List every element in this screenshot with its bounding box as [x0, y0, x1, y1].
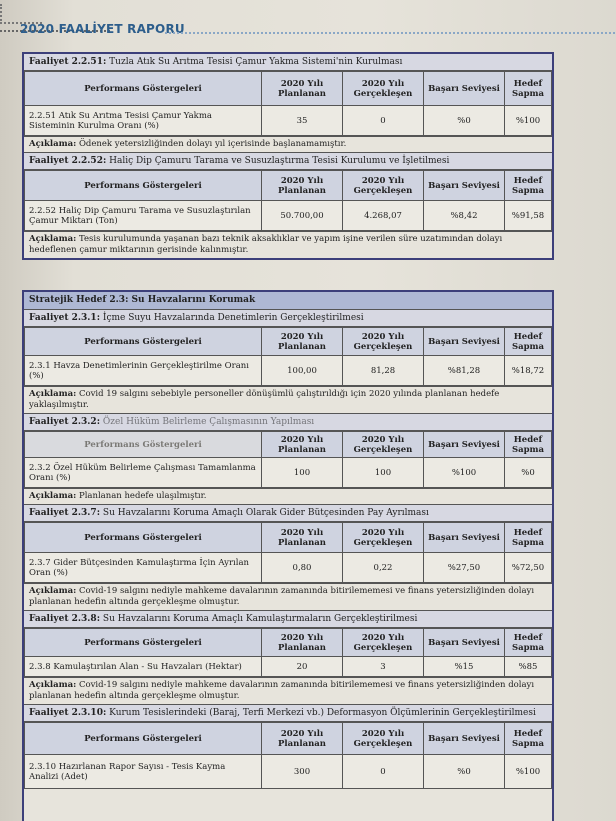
performance-table [24, 327, 552, 386]
col-success-header: Başarı Seviyesi [424, 72, 505, 106]
col-deviation-header: Hedef Sapma [505, 523, 552, 553]
col-actual-header: 2020 Yılı Gerçekleşen [343, 523, 424, 553]
deviation-cell: %18,72 [505, 356, 552, 386]
table-row [25, 106, 552, 136]
performance-table [24, 170, 552, 231]
activity-title: Özel Hüküm Belirleme Çalışmasının Yapılması [102, 417, 315, 427]
explanation-label: Açıklama: [29, 491, 77, 501]
table-row [25, 657, 552, 677]
explanation [24, 677, 552, 704]
indicator-cell: 2.3.8 Kamulaştırılan Alan - Su Havzaları (Hektar) [25, 657, 262, 677]
explanation [24, 583, 552, 610]
col-planned-header: 2020 Yılı Planlanan [262, 328, 343, 356]
explanation-text: Covid 19 salgını sebebiyle personeller dönüşümlü çalıştırıldığı için 2020 yılında planlanan hedefe yaklaşılmıştır. [29, 389, 500, 410]
success-cell: %15 [424, 657, 505, 677]
success-cell: %8,42 [424, 201, 505, 231]
activity-title: İçme Suyu Havzalarında Denetimlerin Gerçekleştirilmesi [102, 313, 364, 323]
col-actual-header: 2020 Yılı Gerçekleşen [343, 629, 424, 657]
actual-cell: 0 [343, 755, 424, 789]
col-indicator-header: Performans Göstergeleri [25, 723, 262, 755]
col-indicator-header: Performans Göstergeleri [25, 171, 262, 201]
col-planned-header: 2020 Yılı Planlanan [262, 723, 343, 755]
col-success-header: Başarı Seviyesi [424, 171, 505, 201]
col-deviation-header: Hedef Sapma [505, 629, 552, 657]
activity-code: Faaliyet 2.3.2: [29, 417, 101, 427]
explanation [24, 231, 552, 258]
col-indicator-header: Performans Göstergeleri [25, 328, 262, 356]
col-success-header: Başarı Seviyesi [424, 723, 505, 755]
activity-code: Faaliyet 2.2.51: [29, 57, 107, 67]
col-deviation-header: Hedef Sapma [505, 432, 552, 458]
explanation-label: Açıklama: [29, 586, 77, 596]
success-cell: %81,28 [424, 356, 505, 386]
activity-title: Kurum Tesislerindeki (Baraj, Terfi Merkezi vb.) Deformasyon Ölçümlerinin Gerçekleştirilmesi [109, 708, 536, 718]
col-deviation-header: Hedef Sapma [505, 328, 552, 356]
col-actual-header: 2020 Yılı Gerçekleşen [343, 328, 424, 356]
explanation-text: Ödenek yetersizliğinden dolayı yıl içerisinde başlanamamıştır. [78, 139, 347, 149]
activity-code: Faaliyet 2.3.10: [29, 708, 107, 718]
indicator-cell: 2.3.2 Özel Hüküm Belirleme Çalışması Tamamlanma Oranı (%) [25, 458, 262, 488]
planned-cell: 100,00 [262, 356, 343, 386]
actual-cell: 4.268,07 [343, 201, 424, 231]
actual-cell: 3 [343, 657, 424, 677]
explanation [24, 488, 552, 504]
explanation-label: Açıklama: [29, 389, 77, 399]
planned-cell: 50.700,00 [262, 201, 343, 231]
section-goal-2-2 [22, 52, 554, 260]
indicator-cell: 2.3.10 Hazırlanan Rapor Sayısı - Tesis Kayma Analizi (Adet) [25, 755, 262, 789]
report-header-title: 2020 FAALİYET RAPORU [20, 22, 185, 36]
deviation-cell: %91,58 [505, 201, 552, 231]
activity-code: Faaliyet 2.3.8: [29, 614, 101, 624]
explanation [24, 386, 552, 413]
explanation-text: Planlanan hedefe ulaşılmıştır. [78, 491, 207, 501]
actual-cell: 81,28 [343, 356, 424, 386]
header-dotted-rule [165, 32, 615, 34]
col-actual-header: 2020 Yılı Gerçekleşen [343, 723, 424, 755]
deviation-cell: %0 [505, 458, 552, 488]
col-deviation-header: Hedef Sapma [505, 723, 552, 755]
success-cell: %27,50 [424, 553, 505, 583]
indicator-cell: 2.3.1 Havza Denetimlerinin Gerçekleştirilme Oranı (%) [25, 356, 262, 386]
col-actual-header: 2020 Yılı Gerçekleşen [343, 432, 424, 458]
indicator-cell: 2.2.52 Haliç Dip Çamuru Tarama ve Susuzlaştırılan Çamur Miktarı (Ton) [25, 201, 262, 231]
performance-table [24, 71, 552, 136]
actual-cell: 100 [343, 458, 424, 488]
planned-cell: 100 [262, 458, 343, 488]
explanation-text: Tesis kurulumunda yaşanan bazı teknik aksaklıklar ve yapım işine verilen süre uzatımından dolayı hedeflenen çamur miktarının gerisinde kalınmıştır. [29, 234, 503, 255]
table-row [25, 458, 552, 488]
performance-table [24, 628, 552, 677]
col-success-header: Başarı Seviyesi [424, 432, 505, 458]
activity-title-bar [24, 610, 552, 628]
col-indicator-header: Performans Göstergeleri [25, 523, 262, 553]
explanation-text: Covid-19 salgını nediyle mahkeme davalarının zamanında bitirilememesi ve finans yetersizliğinden dolayı planlanan hedefin altında gerçekleşme olmuştur. [29, 680, 535, 701]
activity-title: Haliç Dip Çamuru Tarama ve Susuzlaştırma Tesisi Kurulumu ve İşletilmesi [109, 156, 450, 166]
explanation-label: Açıklama: [29, 139, 77, 149]
col-planned-header: 2020 Yılı Planlanan [262, 72, 343, 106]
deviation-cell: %100 [505, 755, 552, 789]
col-deviation-header: Hedef Sapma [505, 72, 552, 106]
performance-table [24, 722, 552, 789]
activity-title: Su Havzalarını Koruma Amaçlı Kamulaştırmaların Gerçekleştirilmesi [102, 614, 418, 624]
corner-dotted-mark [0, 4, 42, 24]
activity-title-bar [24, 704, 552, 722]
activity-code: Faaliyet 2.2.52: [29, 156, 107, 166]
activity-title-bar [24, 54, 552, 71]
col-planned-header: 2020 Yılı Planlanan [262, 432, 343, 458]
activity-code: Faaliyet 2.3.1: [29, 313, 101, 323]
performance-table [24, 431, 552, 488]
strategic-goal-title: Stratejik Hedef 2.3: Su Havzalarını Korumak [24, 292, 552, 310]
deviation-cell: %72,50 [505, 553, 552, 583]
activity-code: Faaliyet 2.3.7: [29, 508, 101, 518]
activity-title-bar [24, 152, 552, 170]
activity-title-bar [24, 504, 552, 522]
table-row [25, 755, 552, 789]
col-indicator-header: Performans Göstergeleri [25, 72, 262, 106]
activity-title-bar [24, 413, 552, 431]
col-success-header: Başarı Seviyesi [424, 328, 505, 356]
deviation-cell: %100 [505, 106, 552, 136]
col-indicator-header: Performans Göstergeleri [25, 432, 262, 458]
actual-cell: 0,22 [343, 553, 424, 583]
col-actual-header: 2020 Yılı Gerçekleşen [343, 171, 424, 201]
col-success-header: Başarı Seviyesi [424, 629, 505, 657]
indicator-cell: 2.2.51 Atık Su Arıtma Tesisi Çamur Yakma Sisteminin Kurulma Oranı (%) [25, 106, 262, 136]
planned-cell: 20 [262, 657, 343, 677]
success-cell: %100 [424, 458, 505, 488]
activity-title-bar [24, 310, 552, 327]
performance-table [24, 522, 552, 583]
success-cell: %0 [424, 755, 505, 789]
table-row [25, 356, 552, 386]
explanation [24, 136, 552, 152]
actual-cell: 0 [343, 106, 424, 136]
planned-cell: 35 [262, 106, 343, 136]
explanation-label: Açıklama: [29, 680, 77, 690]
planned-cell: 300 [262, 755, 343, 789]
activity-title: Tuzla Atık Su Arıtma Tesisi Çamur Yakma Sistemi'nin Kurulması [109, 57, 403, 67]
activity-title: Su Havzalarını Koruma Amaçlı Olarak Gider Bütçesinden Pay Ayrılması [102, 508, 429, 518]
col-actual-header: 2020 Yılı Gerçekleşen [343, 72, 424, 106]
col-indicator-header: Performans Göstergeleri [25, 629, 262, 657]
indicator-cell: 2.3.7 Gider Bütçesinden Kamulaştırma İçin Ayrılan Oran (%) [25, 553, 262, 583]
table-row [25, 553, 552, 583]
explanation-text: Covid-19 salgını nediyle mahkeme davalarının zamanında bitirilememesi ve finans yetersizliğinden dolayı planlanan hedefin altında gerçekleşme olmuştur. [29, 586, 535, 607]
explanation-label: Açıklama: [29, 234, 77, 244]
col-planned-header: 2020 Yılı Planlanan [262, 523, 343, 553]
col-deviation-header: Hedef Sapma [505, 171, 552, 201]
deviation-cell: %85 [505, 657, 552, 677]
section-goal-2-3 [22, 290, 554, 821]
col-planned-header: 2020 Yılı Planlanan [262, 629, 343, 657]
col-success-header: Başarı Seviyesi [424, 523, 505, 553]
table-row [25, 201, 552, 231]
col-planned-header: 2020 Yılı Planlanan [262, 171, 343, 201]
success-cell: %0 [424, 106, 505, 136]
planned-cell: 0,80 [262, 553, 343, 583]
